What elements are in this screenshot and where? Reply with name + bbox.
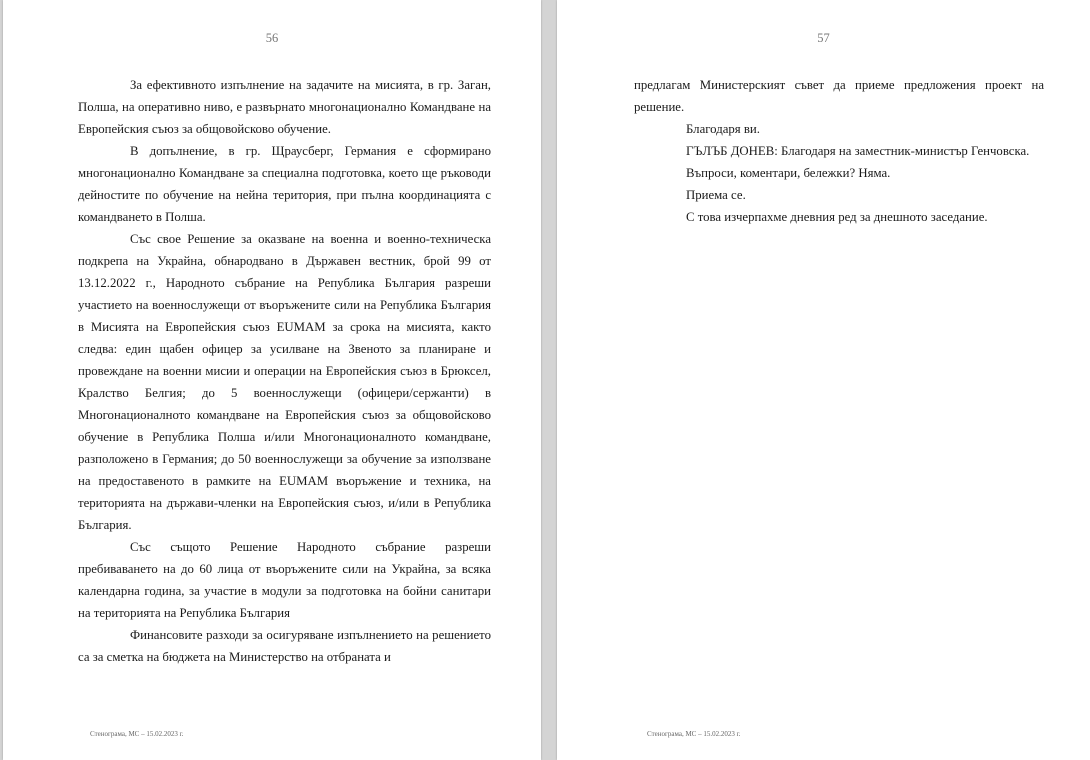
page-number: 57: [817, 31, 830, 45]
paragraph: Със същото Решение Народното събрание разреши пребиваването на до 60 лица от въоръжените сили на Украйна, за всяка календарна година, за участие в модули за подготовка на бойни санитари на територията на Република България: [78, 540, 491, 620]
paragraph: Със свое Решение за оказване на военна и военно-техническа подкрепа на Украйна, обнародвано в Държавен вестник, брой 99 от 13.12.2022 г., Народното събрание на Република България разреши участието на военнослужещи от въоръжените сили на Република България в Мисията на Европейския съюз EUMAM за срока на мисията, както следва: един щабен офицер за усилване на Звеното за планиране и провеждане на военни мисии и операции на Европейския съюз в Брюксел, Кралство Белгия; до 5 военнослужещи (офицери/сержанти) в Многонационалното командване на Европейския съюз за общовойсково обучение в Република Полша и/или Многонационалното командване, разположено в Германия; до 50 военнослужещи за обучение за използване на предоставеното в рамките на EUMAM въоръжение и техника, на територията на държави-членки на Европейския съюз, и/или в Република България.: [78, 232, 491, 532]
paragraph: За ефективното изпълнение на задачите на мисията, в гр. Заган, Полша, на оперативно ниво, е развърнато многонационално Командване на Европейския съюз за общовойсково обучение.: [78, 78, 491, 136]
document-page-right: [557, 0, 1090, 760]
paragraph: Въпроси, коментари, бележки? Няма.: [686, 166, 891, 180]
page-footer: Стенограма, МС – 15.02.2023 г.: [647, 730, 741, 738]
document-page-left: [3, 0, 541, 760]
page-body: [634, 74, 1044, 228]
page-footer: Стенограма, МС – 15.02.2023 г.: [90, 730, 184, 738]
page-body: [78, 74, 491, 668]
paragraph: ГЪЛЪБ ДОНЕВ: Благодаря на заместник-министър Генчовска.: [686, 144, 1030, 158]
page-number: 56: [265, 31, 279, 45]
paragraph: С това изчерпахме дневния ред за днешното заседание.: [686, 210, 988, 224]
paragraph: Благодаря ви.: [686, 122, 760, 136]
paragraph-continuation: предлагам Министерският съвет да приеме предложения проект на решение.: [634, 78, 1044, 114]
paragraph: В допълнение, в гр. Щраусберг, Германия е сформирано многонационално Командване за специална подготовка, което ще ръководи дейностите по обучение на нейна територия, при пълна координацията с командването в Полша.: [78, 144, 491, 224]
paragraph: Приема се.: [686, 188, 746, 202]
paragraph: Финансовите разходи за осигуряване изпълнението на решението са за сметка на бюджета на Министерство на отбраната и: [78, 628, 491, 664]
